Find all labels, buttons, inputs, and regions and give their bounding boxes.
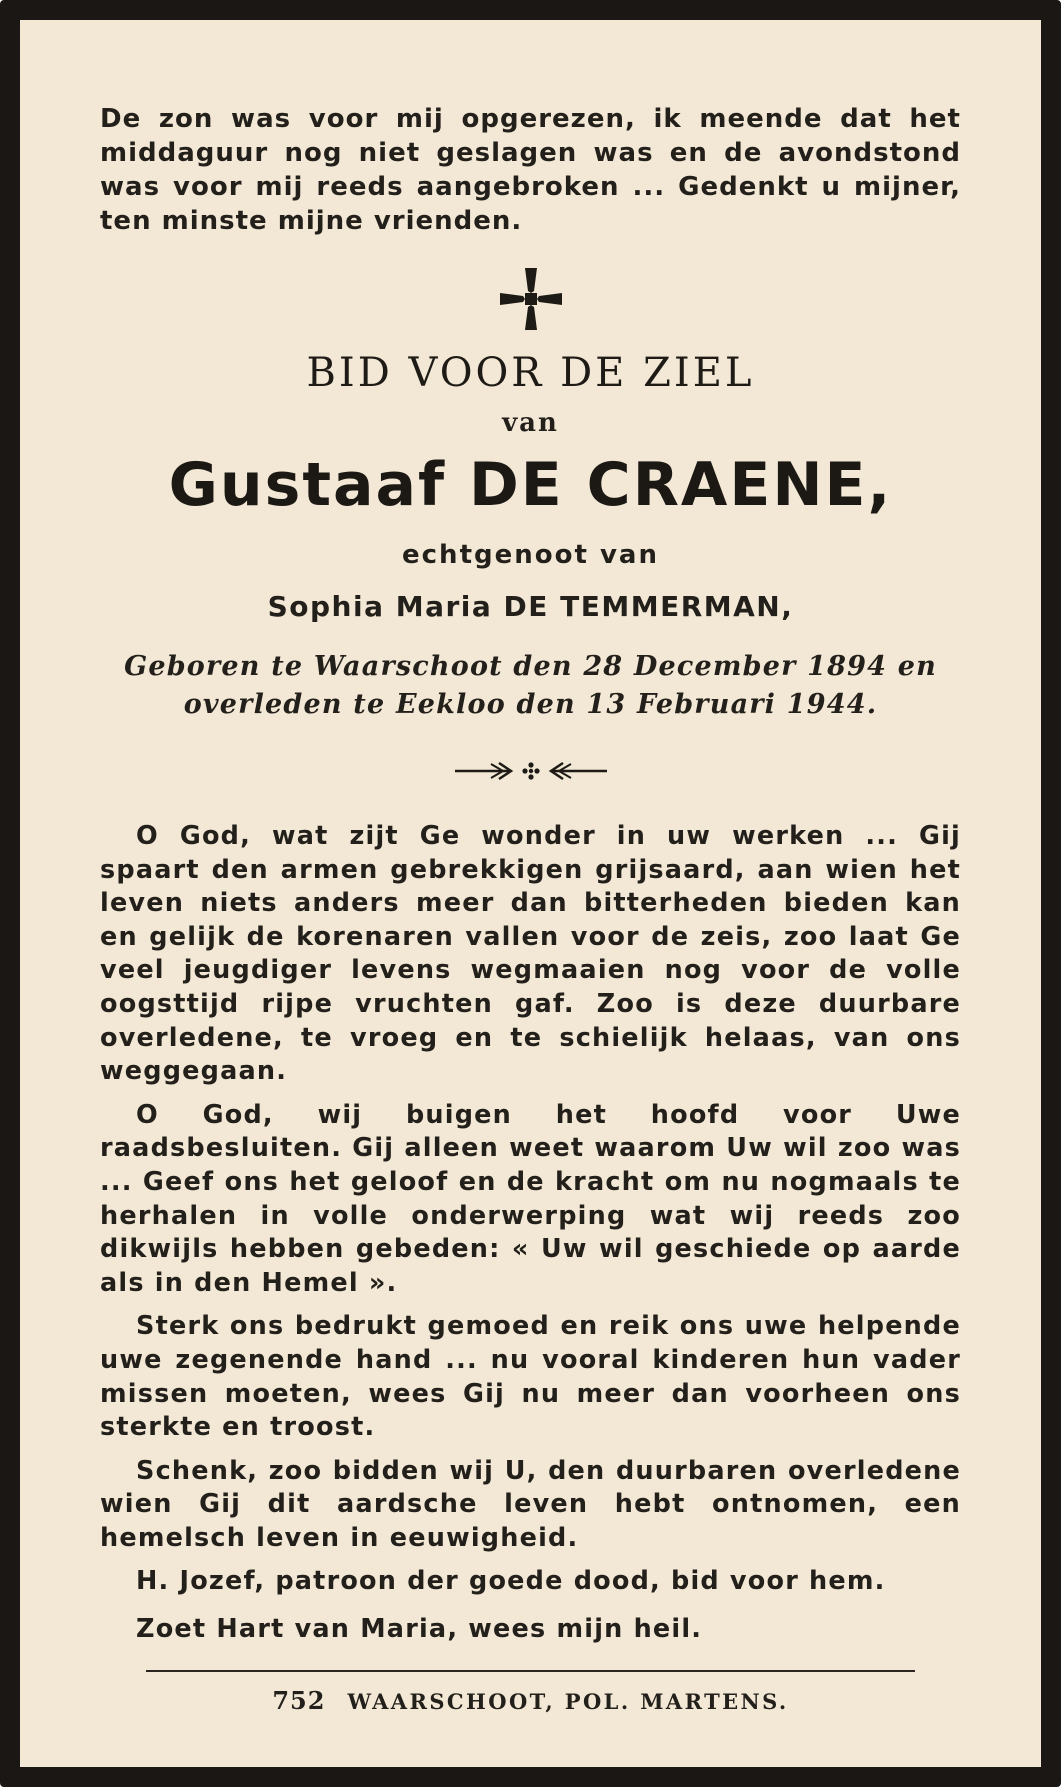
prayer-body: [100, 820, 961, 1661]
spouse-label: echtgenoot van: [402, 540, 659, 570]
birth-line: Geboren te Waarschoot den 28 December 1894 en: [124, 651, 937, 682]
prayer-paragraph-1: O God, wat zijt Ge wonder in uw werken ... Gij spaart den armen gebrekkigen grijsaard, aan wien het leven niets anders meer dan bitterheden bieden kan en gelijk de korenaren vallen voor de zeis, zoo laat Ge veel jeugdiger levens wegmaaien nog voor de volle oogsttijd rijpe vruchten gaf. Zoo is deze duurbare overledene, te vroeg en te schielijk helaas, van ons weggegaan.: [100, 821, 961, 1087]
prayer-paragraph-3: Sterk ons bedrukt gemoed en reik ons uwe helpende uwe zegenende hand ... nu vooral kinderen hun vader missen moeten, wees Gij nu meer dan voorheen ons sterkte en troost.: [100, 1311, 961, 1443]
printer-name: WAARSCHOOT, POL. MARTENS.: [347, 1689, 789, 1714]
divider-line: [146, 1670, 915, 1672]
prayer-paragraph-2: O God, wij buigen het hoofd voor Uwe raadsbesluiten. Gij alleen weet waarom Uw wil zoo was ... Geef ons het geloof en de kracht om nu nogmaals te herhalen in volle onderwerping wat wij reeds zoo dikwijls hebben gebeden: « Uw wil geschiede op aarde als in den Hemel ».: [100, 1099, 961, 1298]
opening-verse: De zon was voor mij opgerezen, ik meende dat het middaguur nog niet geslagen was en de avondstond was voor mij reeds aangebroken ... Gedenkt u mijner, ten minste mijne vrienden.: [100, 104, 961, 236]
death-line: overleden te Eekloo den 13 Februari 1944.: [183, 689, 878, 720]
card-content: [100, 20, 961, 1767]
prayer-heading: BID VOOR DE ZIEL: [306, 350, 755, 396]
arrow-ornament-icon: [451, 756, 611, 786]
spouse-name: Sophia Maria DE TEMMERMAN,: [267, 590, 794, 623]
deceased-name: Gustaaf DE CRAENE,: [168, 450, 893, 520]
invocation-maria: Zoet Hart van Maria, wees mijn heil.: [136, 1614, 703, 1645]
cross-pattee-icon: [496, 264, 566, 334]
life-dates: [100, 648, 961, 724]
van-label: van: [502, 408, 559, 438]
invocation-jozef: H. Jozef, patroon der goede dood, bid voor hem.: [136, 1566, 886, 1597]
printer-number: 752: [272, 1686, 326, 1715]
printer-imprint: [100, 1686, 961, 1715]
prayer-paragraph-4: Schenk, zoo bidden wij U, den duurbaren overledene wien Gij dit aardsche leven hebt ontnomen, een hemelsch leven in eeuwigheid.: [100, 1455, 961, 1553]
